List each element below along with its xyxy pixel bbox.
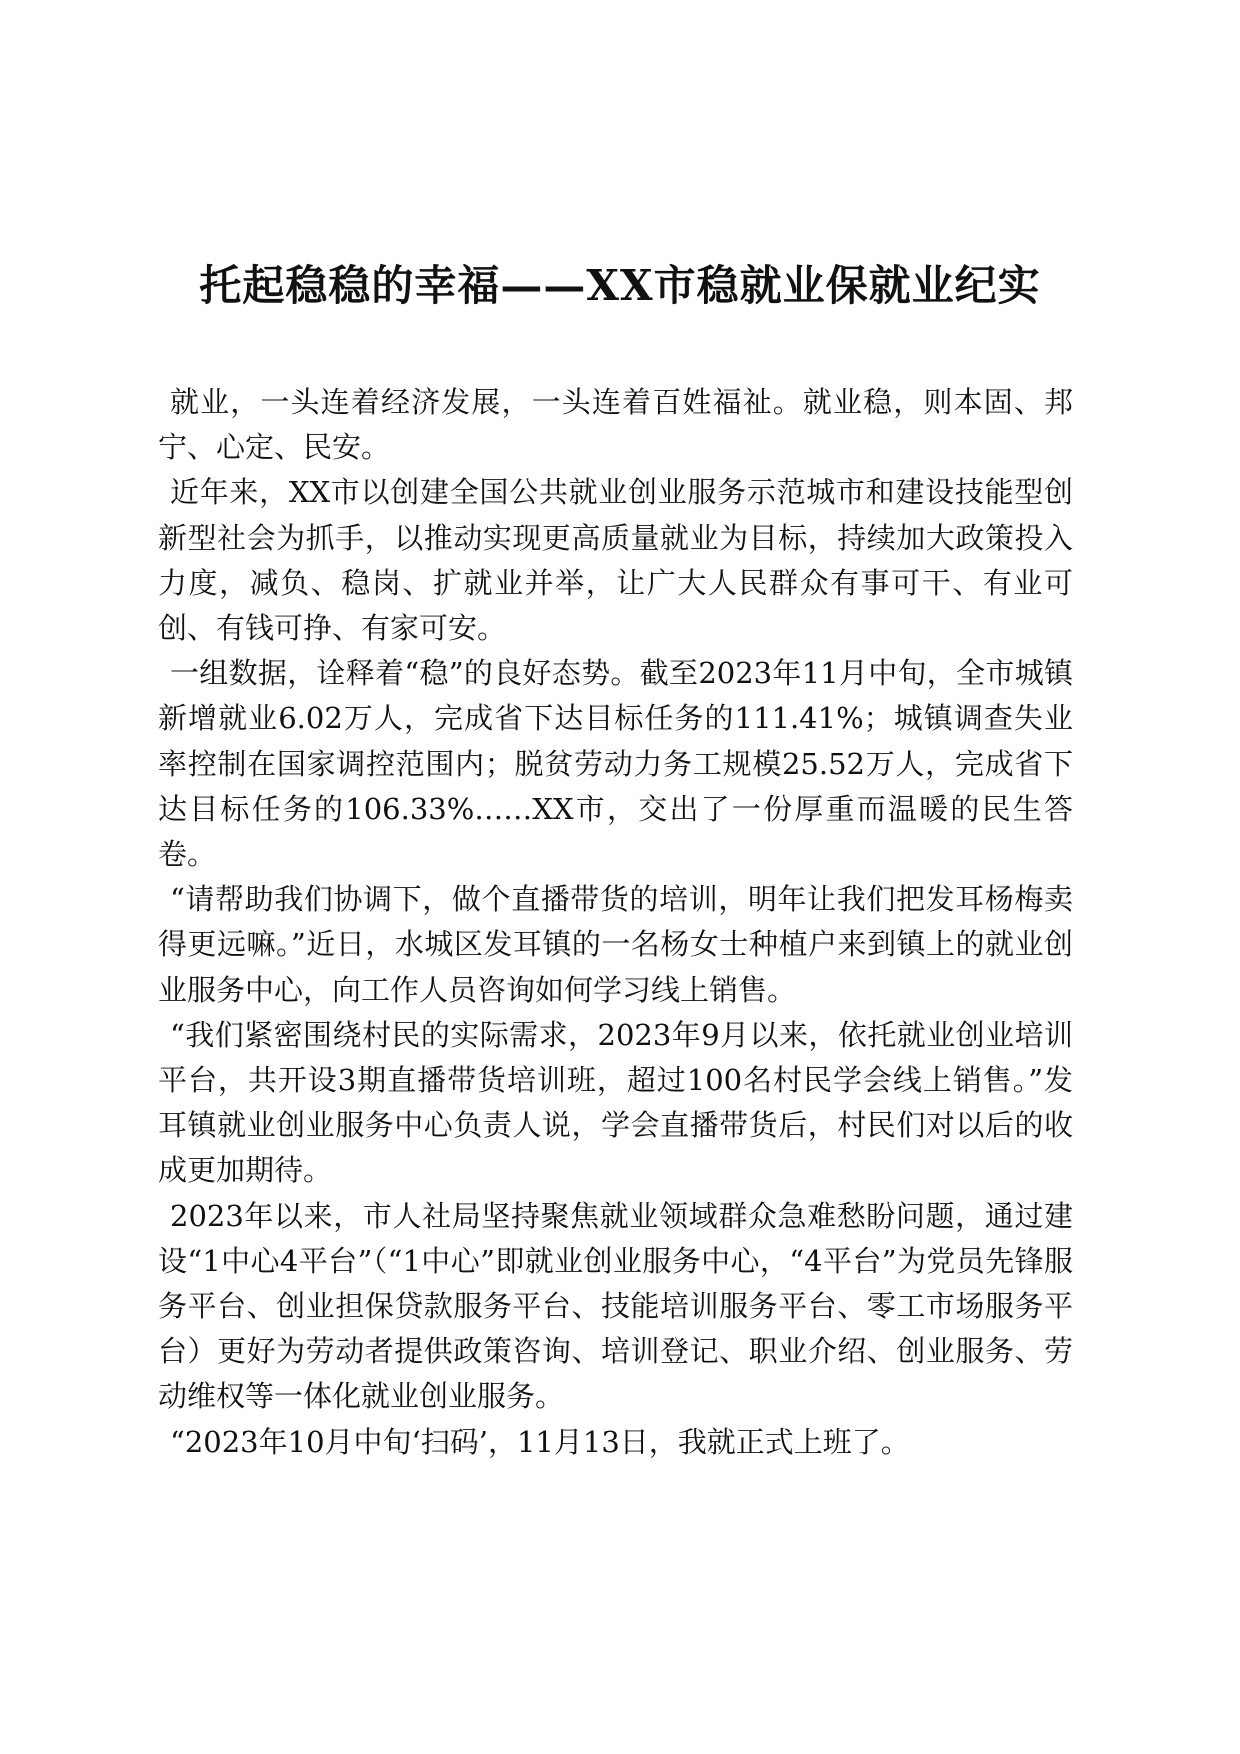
paragraph: 一组数据，诠释着“稳”的良好态势。截至2023年11月中旬，全市城镇新增就业6.02万人，完成省下达目标任务的111.41%；城镇调查失业率控制在国家调控范围内；脱贫劳动力务工规模25.52万人，完成省下达目标任务的106.33%……XX市，交出了一份厚重而温暖的民生答卷。	[158, 656, 1073, 872]
document-body	[158, 380, 1073, 1465]
paragraph: 就业，一头连着经济发展，一头连着百姓福祉。就业稳，则本固、邦宁、心定、民安。	[158, 385, 1073, 465]
paragraph: 近年来，XX市以创建全国公共就业创业服务示范城市和建设技能型创新型社会为抓手，以推动实现更高质量就业为目标，持续加大政策投入力度，减负、稳岗、扩就业并举，让广大人民群众有事可干、有业可创、有钱可挣、有家可安。	[158, 475, 1073, 646]
paragraph: 2023年以来，市人社局坚持聚焦就业领域群众急难愁盼问题，通过建设“1中心4平台”（“1中心”即就业创业服务中心，“4平台”为党员先锋服务平台、创业担保贷款服务平台、技能培训服务平台、零工市场服务平台）更好为劳动者提供政策咨询、培训登记、职业介绍、创业服务、劳动维权等一体化就业创业服务。	[158, 1198, 1073, 1414]
document-title: 托起稳稳的幸福——XX市稳就业保就业纪实	[199, 261, 1041, 311]
paragraph: “请帮助我们协调下，做个直播带货的培训，明年让我们把发耳杨梅卖得更远嘛。”近日，水城区发耳镇的一名杨女士种植户来到镇上的就业创业服务中心，向工作人员咨询如何学习线上销售。	[158, 882, 1073, 1007]
paragraph: “2023年10月中旬‘扫码’，11月13日，我就正式上班了。	[170, 1424, 910, 1459]
paragraph: “我们紧密围绕村民的实际需求，2023年9月以来，依托就业创业培训平台，共开设3期直播带货培训班，超过100名村民学会线上销售。”发耳镇就业创业服务中心负责人说，学会直播带货后，村民们对以后的收成更加期待。	[158, 1017, 1073, 1188]
